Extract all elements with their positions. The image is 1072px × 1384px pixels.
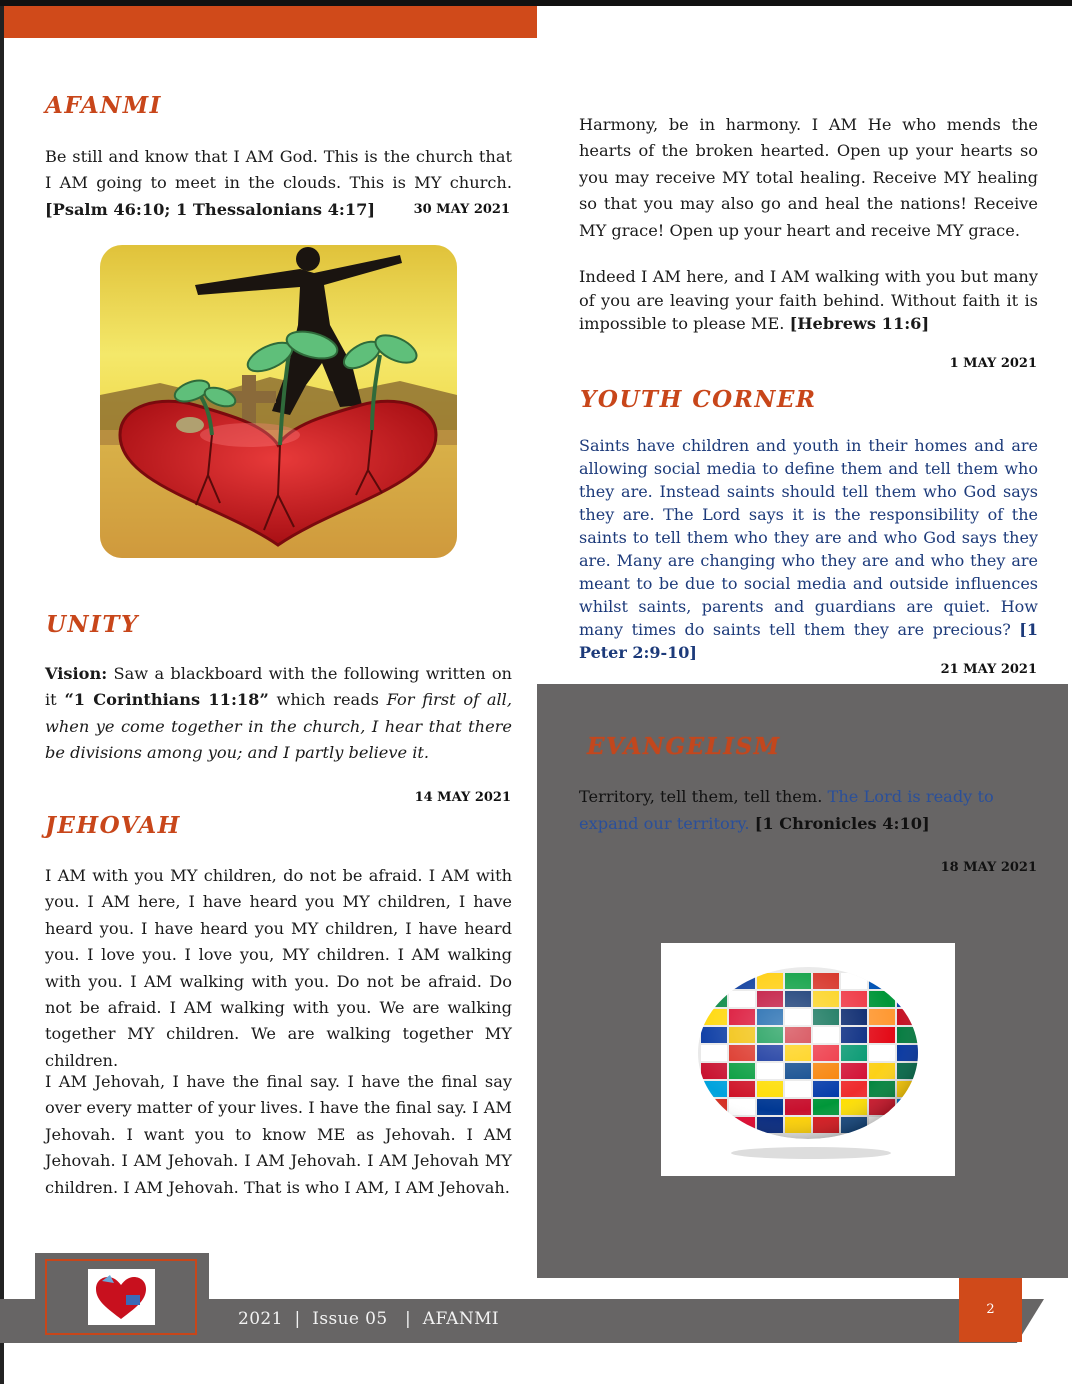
unity-which-reads: which reads <box>276 690 379 710</box>
unity-quote-ref: “1 Corinthians 11:18” <box>64 690 269 710</box>
evangelism-blue: The Lord is ready to expand our territory. <box>579 787 994 833</box>
youth-body: Saints have children and youth in their homes and are allowing social media to define them and tell them who they are. Instead saints should tell them who God says they are. The Lord says it is the responsibility of the saints to tell them who they are and who God says they are. Many are changing who they are and who they are meant to be due to social media and outside influences whilst saints, parents and guardians are quiet. How many times do saints tell them they are precious? <box>579 436 1038 639</box>
unity-date: 14 MAY 2021 <box>414 790 511 805</box>
youth-reference: [1 Peter 2:9-10] <box>579 620 1038 662</box>
unity-quote-text: For first of all, when ye come together in the church, I hear that there be divisions among you; and I partly believe it. <box>45 690 512 763</box>
evangelism-heading: EVANGELISM <box>587 733 781 760</box>
unity-heading: UNITY <box>46 611 139 638</box>
afanmi-heading: AFANMI <box>45 92 162 119</box>
harmony-paragraph: Harmony, be in harmony. I AM He who mends the hearts of the broken hearted. Open up your hearts so you may receive MY total healing. Receive MY healing so that you may also go and heal the nations! Receive MY grace! Open up your heart and receive MY grace. <box>579 115 1038 240</box>
afanmi-date: 30 MAY 2021 <box>413 202 510 217</box>
youth-heading: YOUTH CORNER <box>580 386 817 413</box>
heart-logo-icon <box>88 1269 155 1325</box>
faith-paragraph <box>579 265 1038 336</box>
page-left-edge <box>0 0 4 1384</box>
faith-reference: [Hebrews 11:6] <box>789 314 930 333</box>
evangelism-plain: Territory, tell them, tell them. <box>579 787 823 806</box>
top-accent-bar <box>4 6 537 38</box>
youth-text <box>579 434 1038 664</box>
jehovah-paragraph-1: I AM with you MY children, do not be afraid. I AM with you. I AM here, I have heard you MY children, I have heard you. I have heard you MY children, I have heard you. I love you. I love you, MY children. I AM walking with you. I AM walking with you. Do not be afraid. Do not be afraid. I AM walking with you. We are walking together MY children. We are walking together MY children. <box>45 866 512 1070</box>
jehovah-paragraph-2: I AM Jehovah, I have the final say. I have the final say over every matter of your lives. I have the final say. I AM Jehovah. I want you to know ME as Jehovah. I AM Jehovah. I AM Jehovah. I AM Jehovah. I AM Jehovah MY children. I AM Jehovah. That is who I AM, I AM Jehovah. <box>45 1072 512 1197</box>
unity-text <box>45 661 512 767</box>
faith-text: Indeed I AM here, and I AM walking with you but many of you are leaving your faith behind. Without faith it is impossible to please ME. <box>579 267 1038 333</box>
harmony-date: 1 MAY 2021 <box>949 356 1037 371</box>
unity-vision-label: Vision: <box>45 664 108 683</box>
afanmi-reference: [Psalm 46:10; 1 Thessalonians 4:17] <box>45 199 376 219</box>
evangelism-date: 18 MAY 2021 <box>940 860 1037 875</box>
afanmi-body: Be still and know that I AM God. This is the church that I AM going to meet in the clouds. This is MY church. <box>45 147 512 193</box>
jehovah-heading: JEHOVAH <box>45 812 181 839</box>
flag-globe-image <box>661 943 955 1176</box>
youth-date: 21 MAY 2021 <box>940 662 1037 677</box>
footer-issue-text: 2021 | Issue 05 | AFANMI <box>238 1309 500 1329</box>
evangelism-text <box>579 783 1009 837</box>
evangelism-reference: [1 Chronicles 4:10] <box>754 814 930 833</box>
unity-vision-text: Saw a blackboard with the following written on it <box>45 664 512 710</box>
page-number: 2 <box>986 1302 995 1317</box>
heart-sprouts-illustration <box>100 245 457 558</box>
